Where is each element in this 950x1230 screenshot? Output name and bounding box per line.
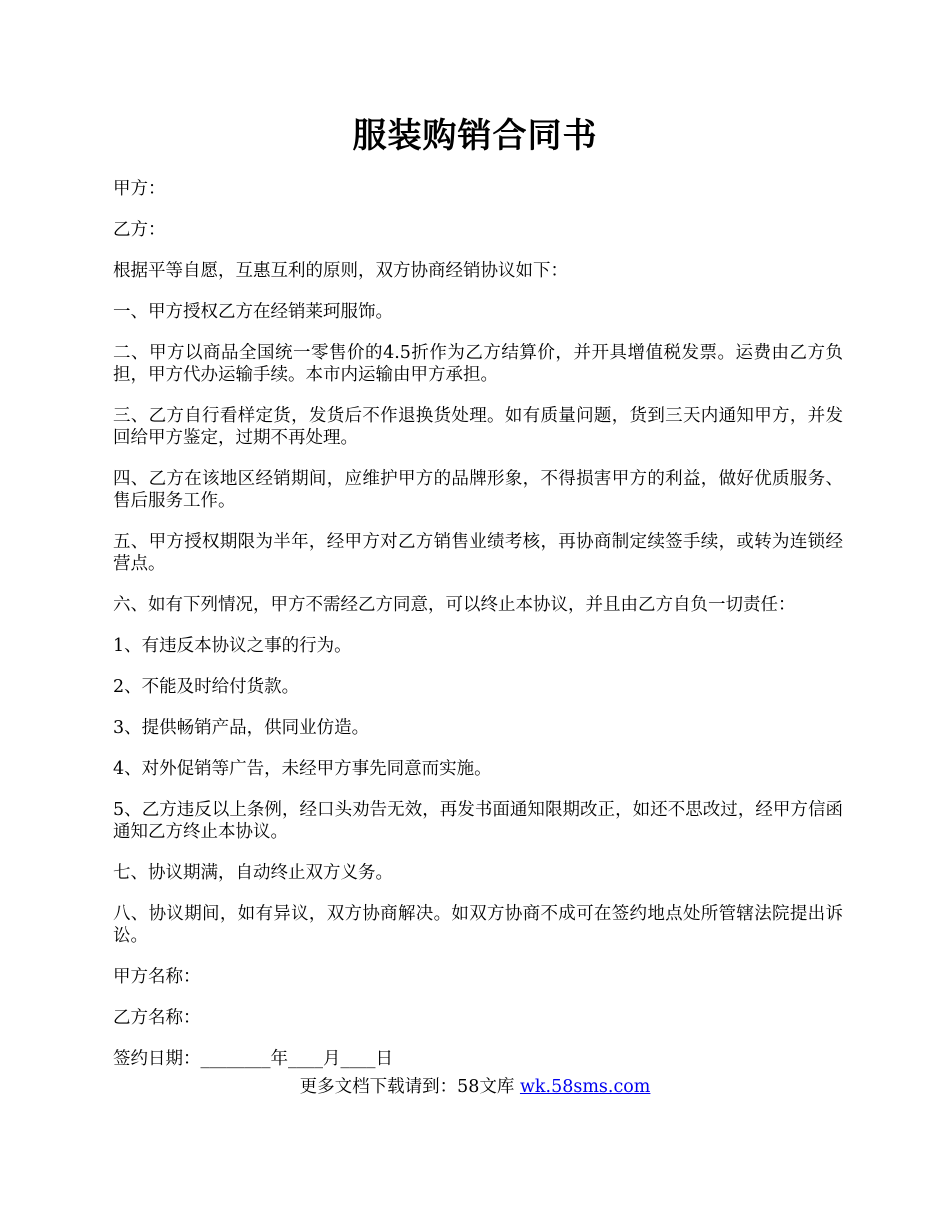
clause-1: 一、甲方授权乙方在经销莱珂服饰。: [113, 302, 393, 322]
clause-8: 八、协议期间，如有异议，双方协商解决。如双方协商不成可在签约地点处所管辖法院提出诉讼。: [113, 904, 843, 946]
clause-6: 六、如有下列情况，甲方不需经乙方同意，可以终止本协议，并且由乙方自负一切责任：: [113, 595, 796, 615]
party-b-line: 乙方：: [113, 220, 166, 240]
signing-date-line: 签约日期：________年____月____日: [113, 1049, 393, 1069]
clause-3: 三、乙方自行看样定货，发货后不作退换货处理。如有质量问题，货到三天内通知甲方，并发回给甲方鉴定，过期不再处理。: [113, 406, 843, 448]
footer-link[interactable]: wk.58sms.com: [519, 1077, 651, 1097]
document-body: [113, 178, 843, 1089]
preamble: 根据平等自愿，互惠互利的原则，双方协商经销协议如下：: [113, 261, 568, 281]
party-a-line: 甲方：: [113, 179, 166, 199]
document-title: 服装购销合同书: [352, 116, 598, 156]
clause-4: 四、乙方在该地区经销期间，应维护甲方的品牌形象，不得损害甲方的利益，做好优质服务、售后服务工作。: [113, 469, 843, 511]
clause-6-item-2: 2、不能及时给付货款。: [113, 677, 300, 697]
footer-text: 更多文档下载请到：58文库: [299, 1077, 515, 1097]
clause-6-item-1: 1、有违反本协议之事的行为。: [113, 636, 352, 656]
clause-6-item-3: 3、提供畅销产品，供同业仿造。: [113, 718, 370, 738]
clause-6-item-4: 4、对外促销等广告，未经甲方事先同意而实施。: [113, 759, 492, 779]
clause-6-item-5: 5、乙方违反以上条例，经口头劝告无效，再发书面通知限期改正，如还不思改过，经甲方信函通知乙方终止本协议。: [113, 800, 843, 842]
clause-5: 五、甲方授权期限为半年，经甲方对乙方销售业绩考核，再协商制定续签手续，或转为连锁经营点。: [113, 532, 843, 574]
clause-2: 二、甲方以商品全国统一零售价的4.5折作为乙方结算价，并开具增值税发票。运费由乙方负担，甲方代办运输手续。本市内运输由甲方承担。: [113, 343, 843, 385]
party-b-name-line: 乙方名称：: [113, 1008, 201, 1028]
party-a-name-line: 甲方名称：: [113, 967, 201, 987]
footer: [0, 1076, 950, 1098]
clause-7: 七、协议期满，自动终止双方义务。: [113, 863, 393, 883]
